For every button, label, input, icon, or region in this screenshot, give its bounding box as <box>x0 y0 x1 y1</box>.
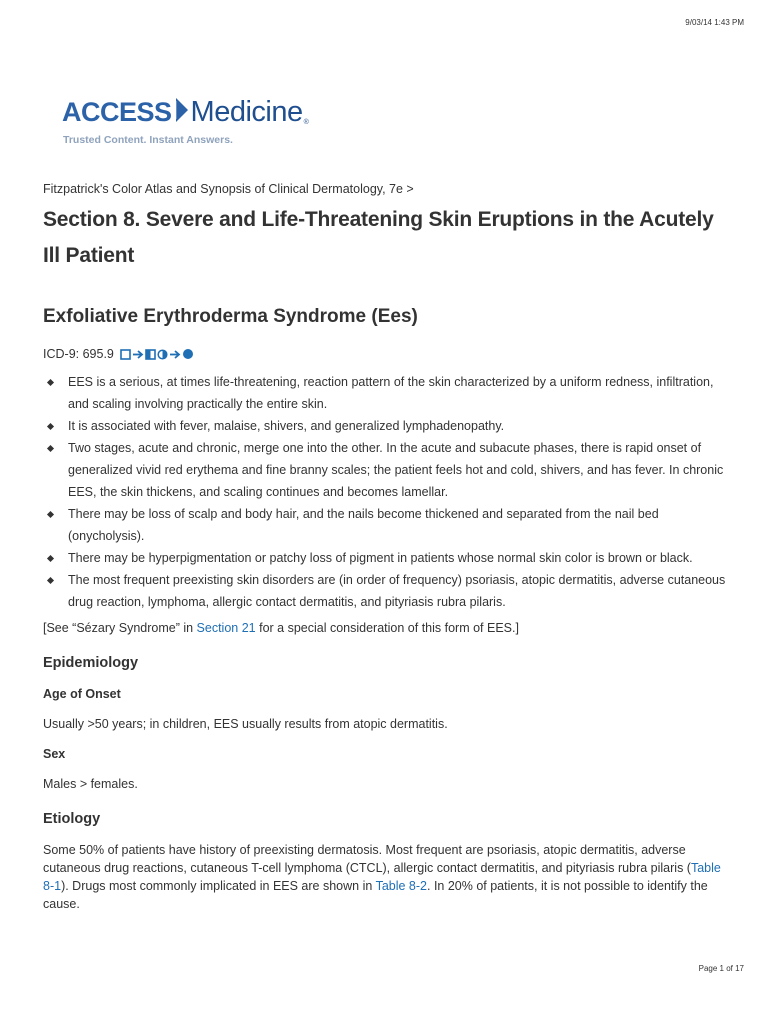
table-8-1-link[interactable]: Table 8-1 <box>43 861 721 893</box>
list-item: Two stages, acute and chronic, merge one into the other. In the acute and subacute phases, there is rapid onset of generalized vivid red erythema and fine branny scales; the patient feels hot and cold, shivers, and has fever. In chronic EES, the skin thickens, and scaling continues and becomes lamellar. <box>43 437 733 503</box>
logo-medicine-text: Medicine <box>190 95 303 128</box>
square-icon <box>120 349 131 360</box>
arrow-icon <box>132 349 144 360</box>
icd-code-row <box>43 345 733 363</box>
bullet-icon <box>47 511 54 518</box>
page-number: Page 1 of 17 <box>698 964 744 973</box>
circle-icon <box>182 348 194 360</box>
etiology-heading: Etiology <box>43 811 101 827</box>
logo-wordmark <box>62 92 309 132</box>
bullet-icon <box>47 379 54 386</box>
table-8-2-link[interactable]: Table 8-2 <box>375 879 427 893</box>
list-item: There may be loss of scalp and body hair, and the nails become thickened and separated from the nail bed (onycholysis). <box>43 503 733 547</box>
logo-access-text: ACCESS <box>62 96 172 127</box>
see-also-note: [See “Sézary Syndrome” in Section 21 for a special consideration of this form of EES.] <box>43 621 519 635</box>
list-item: EES is a serious, at times life-threatening, reaction pattern of the skin characterized by a uniform redness, infiltration, and scaling involving practically the entire skin. <box>43 371 733 415</box>
sex-heading: Sex <box>43 747 66 761</box>
list-item: It is associated with fever, malaise, shivers, and generalized lymphadenopathy. <box>43 415 733 437</box>
age-of-onset-heading: Age of Onset <box>43 687 121 701</box>
article-content <box>43 180 733 913</box>
bullet-icon <box>47 555 54 562</box>
severity-icons <box>120 348 194 360</box>
bullet-icon <box>47 445 54 452</box>
logo-arrow-icon <box>175 95 189 130</box>
chapter-title: Exfoliative Erythroderma Syndrome (Ees) <box>43 306 418 327</box>
list-item: There may be hyperpigmentation or patchy loss of pigment in patients whose normal skin color is brown or black. <box>43 547 733 569</box>
logo-registered-mark: ® <box>303 119 309 126</box>
logo-tagline: Trusted Content. Instant Answers. <box>63 134 233 146</box>
etiology-text: Some 50% of patients have history of preexisting dermatosis. Most frequent are psoriasis, atopic dermatitis, adverse cutaneous drug reactions, cutaneous T-cell lymphoma (CTCL), allergic contact dermatitis, and pityriasis rubra pilaris (Table 8-1). Drugs most commonly implicated in EES are shown in Table 8-2. In 20% of patients, it is not possible to identify the cause. <box>43 843 721 911</box>
half-square-icon <box>145 349 156 360</box>
print-timestamp: 9/03/14 1:43 PM <box>685 18 744 27</box>
half-circle-icon <box>157 349 168 360</box>
epidemiology-heading: Epidemiology <box>43 655 139 671</box>
key-points-list <box>43 371 733 613</box>
list-item: The most frequent preexisting skin disorders are (in order of frequency) psoriasis, atopic dermatitis, adverse cutaneous drug reaction, lymphoma, allergic contact dermatitis, and pityriasis rubra pilaris. <box>43 569 733 613</box>
bullet-icon <box>47 577 54 584</box>
icd-code: ICD-9: 695.9 <box>43 347 114 361</box>
section-21-link[interactable]: Section 21 <box>196 621 256 635</box>
age-of-onset-text: Usually >50 years; in children, EES usually results from atopic dermatitis. <box>43 717 448 731</box>
sex-text: Males > females. <box>43 777 138 791</box>
breadcrumb[interactable]: Fitzpatrick's Color Atlas and Synopsis of Clinical Dermatology, 7e > <box>43 182 414 196</box>
section-title: Section 8. Severe and Life-Threatening Skin Eruptions in the Acutely Ill Patient <box>43 208 714 267</box>
bullet-icon <box>47 423 54 430</box>
access-medicine-logo[interactable] <box>62 92 309 146</box>
arrow-icon <box>169 349 181 360</box>
